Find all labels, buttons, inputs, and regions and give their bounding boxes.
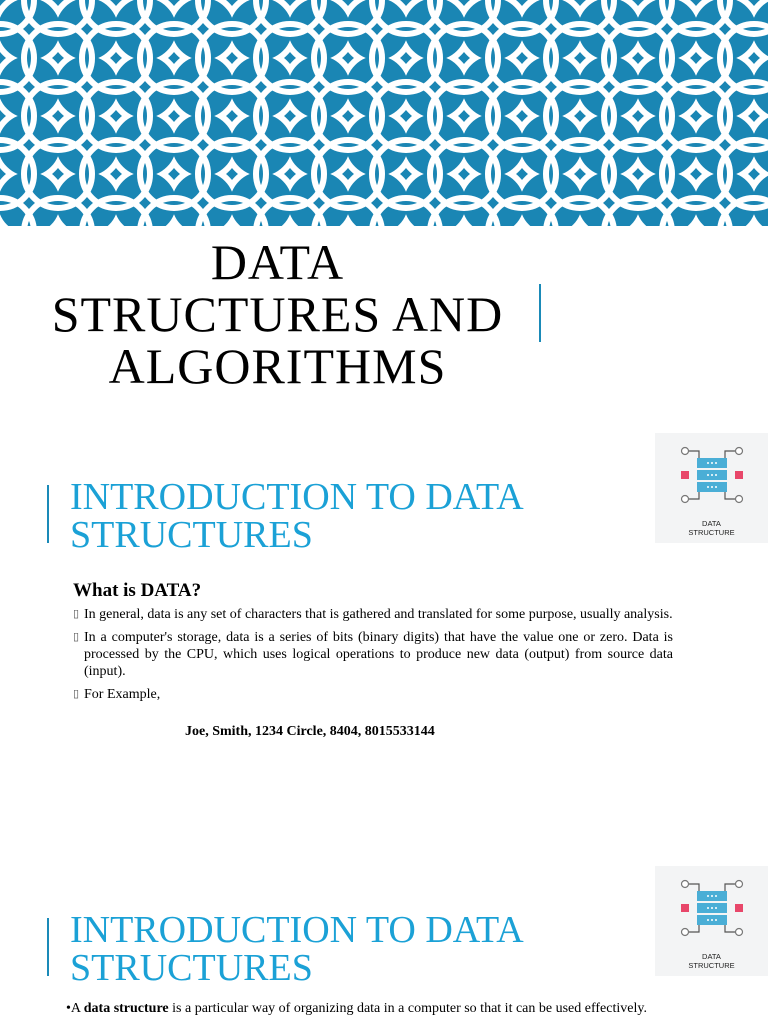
list-item: ▯ In general, data is any set of characters that is gathered and translated for some purpose, usually analysis. bbox=[73, 607, 673, 622]
title-line: ALGORITHMS bbox=[108, 338, 447, 394]
thumbnail-label: DATA STRUCTURE bbox=[688, 952, 735, 970]
bullet-icon: ▯ bbox=[73, 688, 80, 700]
heading-line: INTRODUCTION TO DATA bbox=[70, 476, 524, 518]
data-structure-server-icon bbox=[677, 443, 747, 515]
accent-divider bbox=[47, 485, 49, 543]
slide-heading bbox=[70, 911, 524, 987]
definition-text: •A data structure is a particular way of organizing data in a computer so that it can be used effectively. bbox=[66, 1001, 647, 1016]
definition-term: data structure bbox=[83, 1001, 169, 1016]
heading-line: INTRODUCTION TO DATA bbox=[70, 909, 524, 951]
data-structure-thumbnail bbox=[655, 433, 768, 543]
section-question: What is DATA? bbox=[73, 580, 202, 601]
example-record: Joe, Smith, 1234 Circle, 8404, 8015533144 bbox=[185, 724, 435, 739]
accent-divider bbox=[47, 918, 49, 976]
data-structure-thumbnail bbox=[655, 866, 768, 976]
bullet-list bbox=[73, 606, 673, 709]
list-item: ▯ In a computer's storage, data is a series of bits (binary digits) that have the value one or zero. Data is processed by the CPU, which uses logical operations to produce new data (output) from source data (input). bbox=[73, 630, 673, 679]
title-line: DATA bbox=[210, 234, 345, 290]
heading-line: STRUCTURES bbox=[70, 514, 313, 556]
heading-line: STRUCTURES bbox=[70, 947, 313, 989]
interlocking-circles-pattern bbox=[0, 0, 768, 226]
accent-divider bbox=[539, 284, 541, 342]
slide-heading bbox=[70, 478, 524, 554]
thumbnail-label: DATA STRUCTURE bbox=[688, 519, 735, 537]
list-item: ▯ For Example, bbox=[73, 687, 161, 702]
bullet-icon: ▯ bbox=[73, 631, 80, 643]
bullet-icon: ▯ bbox=[73, 608, 80, 620]
title-line: STRUCTURES AND bbox=[51, 286, 504, 342]
presentation-title bbox=[0, 236, 555, 392]
data-structure-server-icon bbox=[677, 876, 747, 948]
